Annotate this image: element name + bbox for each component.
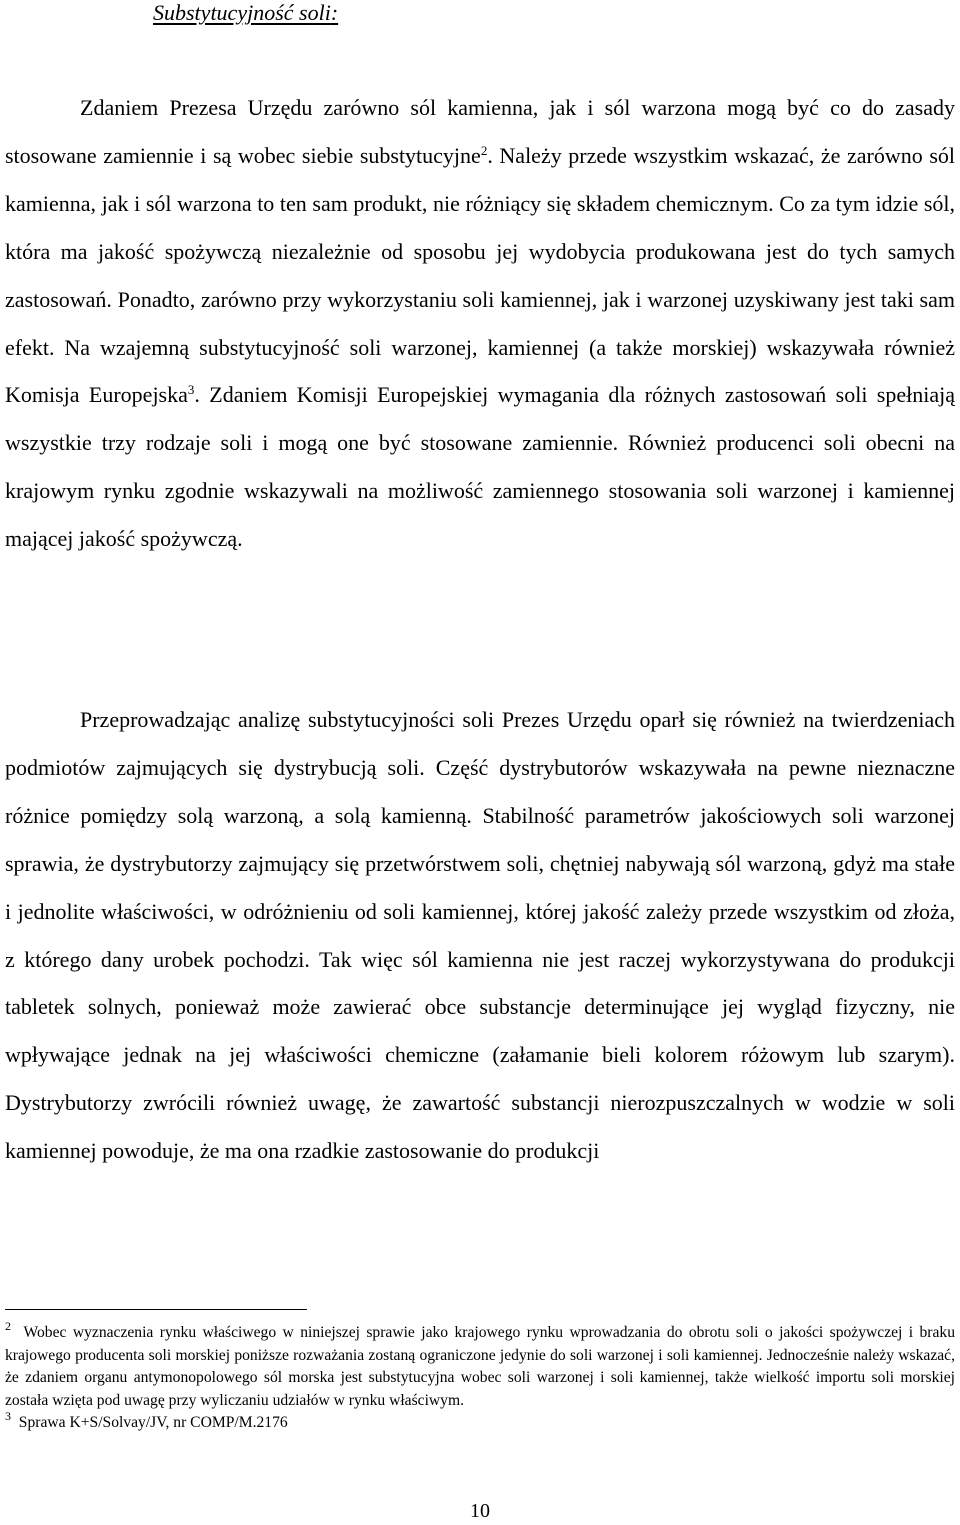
footnote-mark: 2 bbox=[5, 1319, 11, 1333]
footnote-2 bbox=[5, 1319, 956, 1412]
footnote-ref-2: 2 bbox=[480, 142, 488, 158]
paragraph-1 bbox=[5, 84, 955, 563]
paragraph-1-text-c: . Zdaniem Komisji Europejskiej wymagania dla różnych zastosowań soli spełniają wszystkie trzy rodzaje soli i mogą one być stosowane zamiennie. Również producenci soli obecni na krajowym rynku zgodnie wskazywali na możliwość zamiennego stosowania soli warzonej i kamiennej mającej jakość spożywczą. bbox=[5, 382, 955, 552]
section-heading-colon: : bbox=[330, 0, 339, 25]
footnote-ref-3: 3 bbox=[187, 382, 195, 398]
paragraph-1-text-b: . Należy przede wszystkim wskazać, że zarówno sól kamienna, jak i sól warzona to ten sam produkt, nie różniący się składem chemicznym. Co za tym idzie sól, która ma jakość spożywczą niezależnie od sposobu jej wydobycia produkowana jest do tych samych zastosowań. Ponadto, zarówno przy wykorzystaniu soli kamiennej, jak i warzonej uzyskiwany jest taki sam efekt. Na wzajemną substytucyjność soli warzonej, kamiennej (a także morskiej) wskazywała również Komisja Europejska bbox=[5, 142, 955, 408]
paragraph-2-text: Przeprowadzając analizę substytucyjności soli Prezes Urzędu oparł się również na twierdzeniach podmiotów zajmujących się dystrybucją soli. Część dystrybutorów wskazywała na pewne nieznaczne różnice pomiędzy solą warzoną, a solą kamienną. Stabilność parametrów jakościowych soli warzonej sprawia, że dystrybutorzy zajmujący się przetwórstwem soli, chętniej nabywają sól warzoną, gdyż ma stałe i jednolite właściwości, w odróżnieniu od soli kamiennej, której jakość zależy przede wszystkim od złoża, z którego dany urobek pochodzi. Tak więc sól kamienna nie jest raczej wykorzystywana do produkcji tabletek solnych, ponieważ może zawierać obce substancje determinujące jej wygląd fizyczny, nie wpływające jednak na jej właściwości chemiczne (załamanie bieli kolorem różowym lub szarym). Dystrybutorzy zwrócili również uwagę, że zawartość substancji nierozpuszczalnych w wodzie w soli kamiennej powoduje, że ma ona rzadkie zastosowanie do produkcji bbox=[5, 707, 955, 1164]
paragraph-2 bbox=[5, 696, 955, 1175]
section-heading bbox=[153, 0, 338, 30]
paragraph-1-text-a: Zdaniem Prezesa Urzędu zarówno sól kamienna, jak i sól warzona mogą być co do zasady stosowane zamiennie i są wobec siebie substytucyjne bbox=[5, 95, 955, 168]
footnote-separator bbox=[5, 1309, 307, 1310]
footnote-3 bbox=[5, 1409, 955, 1435]
footnote-text: Sprawa K+S/Solvay/JV, nr COMP/M.2176 bbox=[18, 1414, 288, 1432]
footnote-mark: 3 bbox=[5, 1409, 11, 1424]
footnotes bbox=[5, 1319, 956, 1435]
footnote-text: Wobec wyznaczenia rynku właściwego w niniejszej sprawie jako krajowego rynku wprowadzania do obrotu soli o jakości spożywczej i braku krajowego producenta soli morskiej poniższe rozważania zostaną ograniczone jedynie do soli warzonej i soli kamiennej. Jednocześnie należy wskazać, że zdaniem organu antymonopolowego sól morska jest substytucyjna wobec soli warzonej i soli kamiennej, także wielkość importu soli morskiej została wzięta pod uwagę przy wyliczaniu udziałów w rynku właściwym. bbox=[5, 1324, 956, 1409]
section-heading-title: Substytucyjność soli bbox=[153, 0, 331, 25]
page-number: 10 bbox=[470, 1500, 490, 1522]
